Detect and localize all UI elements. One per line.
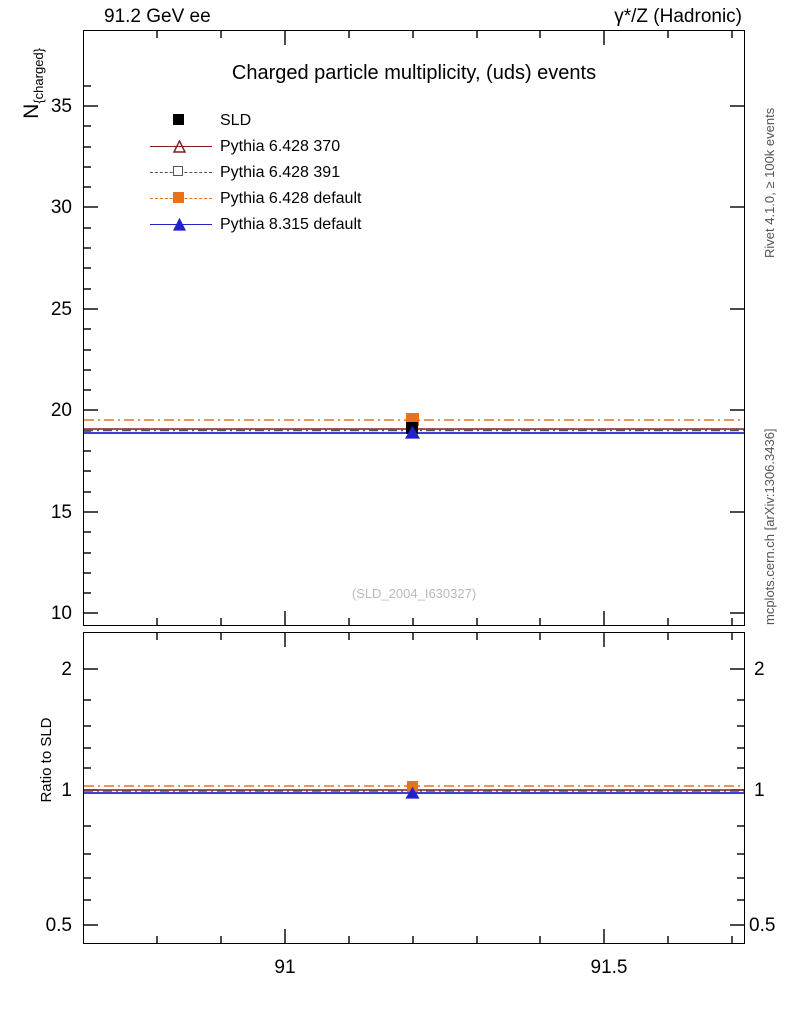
rivet-version-label: Rivet 4.1.0, ≥ 100k events xyxy=(762,107,777,258)
legend-label-pythia6-391: Pythia 6.428 391 xyxy=(220,164,341,181)
main-y-axis-label-text: N xyxy=(20,103,43,119)
main-ytick-10: 10 xyxy=(50,603,72,624)
main-ytick-30: 30 xyxy=(50,197,72,218)
ratio-ytick-2-right: 2 xyxy=(754,659,765,680)
main-ytick-20: 20 xyxy=(50,400,72,421)
ratio-ytick-2-left: 2 xyxy=(61,659,72,680)
legend-label-pythia8-default: Pythia 8.315 default xyxy=(220,216,362,233)
ratio-ytick-05-right: 0.5 xyxy=(749,915,776,936)
ratio-ytick-1-left: 1 xyxy=(61,780,72,801)
legend-label-pythia6-370: Pythia 6.428 370 xyxy=(220,138,341,155)
mcplots-source-label: mcplots.cern.ch [arXiv:1306.3436] xyxy=(762,428,777,625)
xtick-91: 91 xyxy=(274,957,296,978)
main-ytick-15: 15 xyxy=(50,502,72,523)
legend-label-sld: SLD xyxy=(220,112,252,129)
ratio-y-axis-label: Ratio to SLD xyxy=(38,717,55,803)
xtick-91-5: 91.5 xyxy=(590,957,628,978)
legend-label-pythia6-default: Pythia 6.428 default xyxy=(220,190,362,207)
main-y-axis-label-sub: {charged} xyxy=(31,48,47,104)
analysis-id-watermark: (SLD_2004_I630327) xyxy=(351,586,477,601)
plot-title: Charged particle multiplicity, (uds) events xyxy=(231,62,597,84)
main-ytick-35: 35 xyxy=(50,96,72,117)
main-axis-ticks xyxy=(84,31,744,625)
main-ytick-25: 25 xyxy=(50,299,72,320)
header-right-label: γ*/Z (Hadronic) xyxy=(614,6,742,27)
ratio-ytick-1-right: 1 xyxy=(754,780,765,801)
header-left-label: 91.2 GeV ee xyxy=(104,6,211,27)
ratio-ytick-05-left: 0.5 xyxy=(45,915,72,936)
